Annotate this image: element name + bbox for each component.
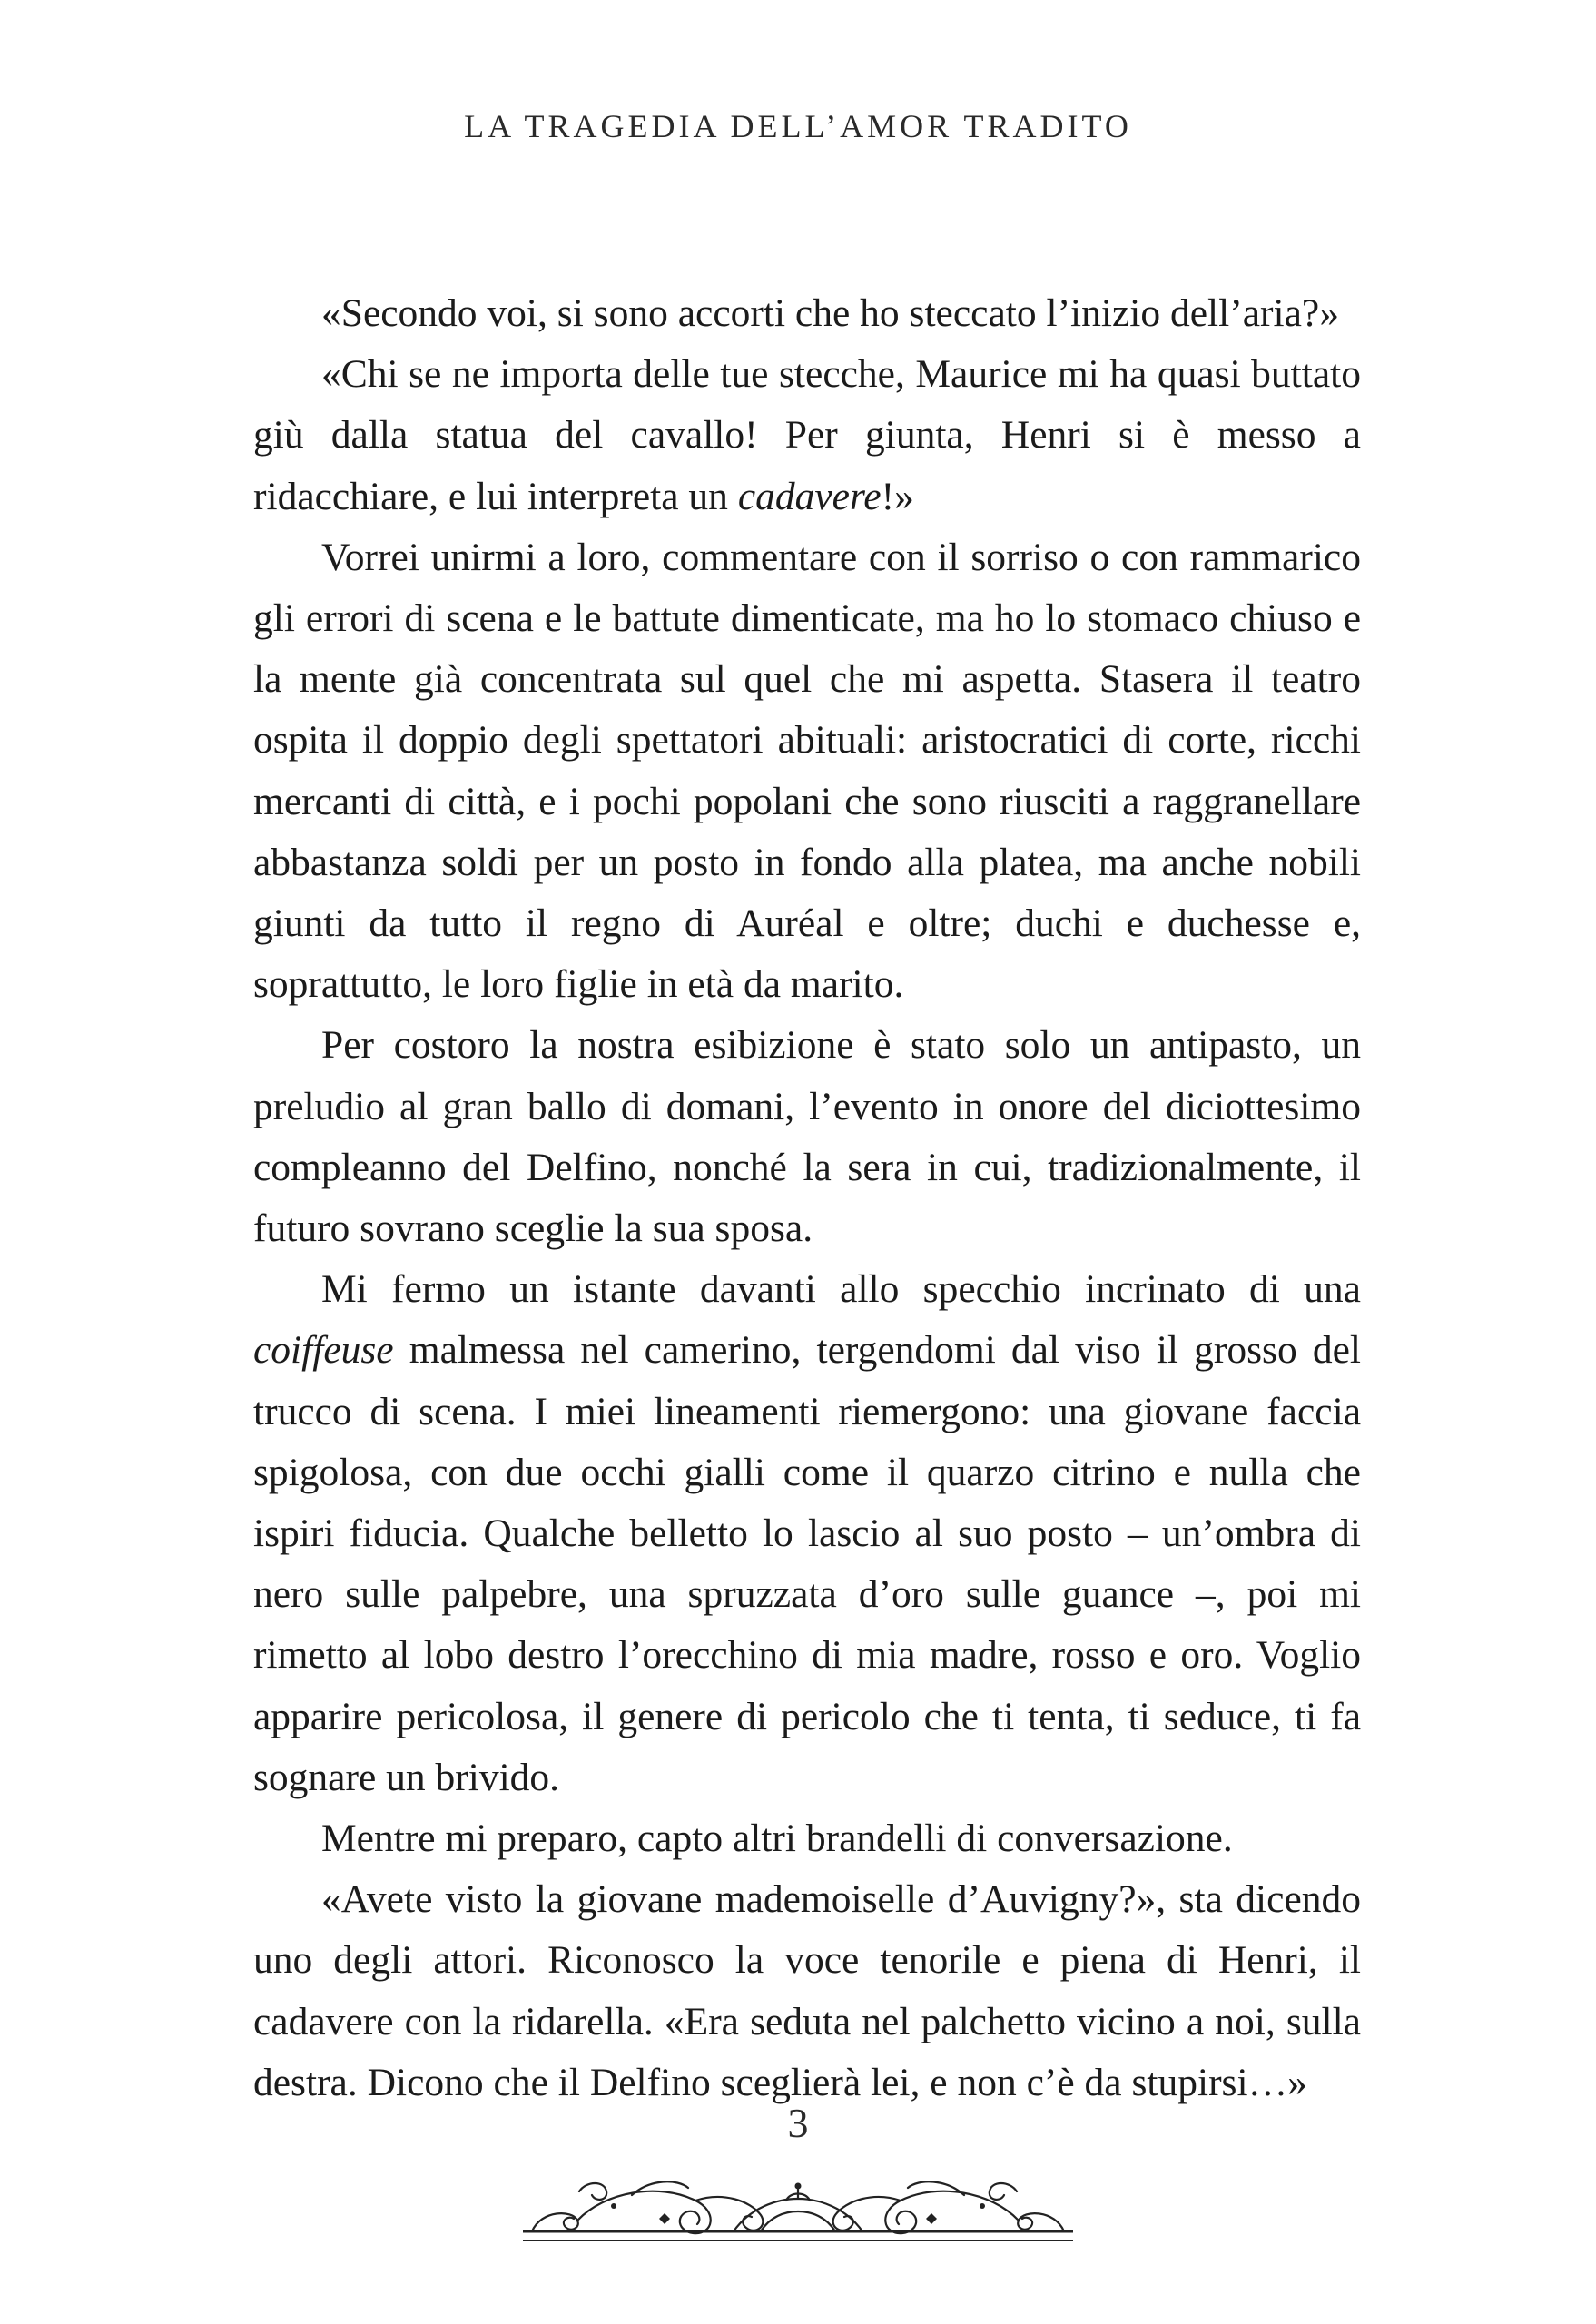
paragraph: «Secondo voi, si sono accorti che ho steccato l’inizio dell’aria?»	[321, 291, 1339, 335]
paragraph-text: Mi fermo un istante davanti allo specchio incrinato di una	[321, 1267, 1361, 1312]
running-head: LA TRAGEDIA DELL’AMOR TRADITO	[464, 108, 1132, 144]
paragraph: Vorrei unirmi a loro, commentare con il sorriso o con rammarico gli errori di scena e le battute dimenticate, ma ho lo stomaco chiuso e la mente già concentrata sul quel che mi aspetta. Stasera il teatro ospita il doppio degli spettatori abituali: aristocratici di corte, ricchi mercanti di città, e i pochi popolani che sono riusciti a raggranellare abbastanza soldi per un posto in fondo alla platea, ma anche nobili giunti da tutto il regno di Auréal e oltre; duchi e duchesse e, soprattutto, le loro figlie in età da marito.	[253, 535, 1361, 1007]
paragraph	[253, 344, 1361, 527]
paragraph: Per costoro la nostra esibizione è stato solo un antipasto, un preludio al gran ballo di domani, l’evento in onore del diciottesimo compleanno del Delfino, nonché la sera in cui, tradizionalmente, il futuro sovrano sceglie la sua sposa.	[253, 1023, 1361, 1251]
flourish-ornament-icon	[523, 2155, 1073, 2246]
paragraph: «Avete visto la giovane mademoiselle d’Auvigny?», sta dicendo uno degli attori. Riconosco la voce tenorile e piena di Henri, il cadavere con la ridarella. «Era seduta nel palchetto vicino a noi, sulla destra. Dicono che il Delfino sceglierà lei, e non c’è da stupirsi…»	[253, 1877, 1361, 2104]
italic-word: coiffeuse	[253, 1328, 394, 1373]
paragraph: Mentre mi preparo, capto altri brandelli di conversazione.	[321, 1817, 1233, 1861]
paragraph-text: malmessa nel camerino, tergendomi dal viso il grosso del trucco di scena. I miei lineamenti riemergono: una giovane faccia spigolosa, con due occhi gialli come il quarzo citrino e nulla che ispiri fiducia. Qualche belletto lo lascio al suo posto – un’ombra di nero sulle palpebre, una spruzzata d’oro sulle guance –, poi mi rimetto al lobo destro l’orecchino di mia madre, rosso e oro. Voglio apparire pericolosa, il genere di pericolo che ti tenta, ti seduce, ti fa sognare un brivido.	[253, 1328, 1361, 1799]
paragraph	[253, 1259, 1361, 1808]
paragraph-text: !»	[881, 474, 914, 518]
page-number: 3	[787, 2100, 809, 2146]
italic-word: cadavere	[737, 474, 882, 518]
paragraph-text: «Chi se ne importa delle tue stecche, Maurice mi ha quasi buttato giù dalla statua del cavallo! Per giunta, Henri si è messo a ridacchiare, e lui interpreta un	[253, 352, 1361, 518]
body-text	[253, 283, 1361, 2113]
